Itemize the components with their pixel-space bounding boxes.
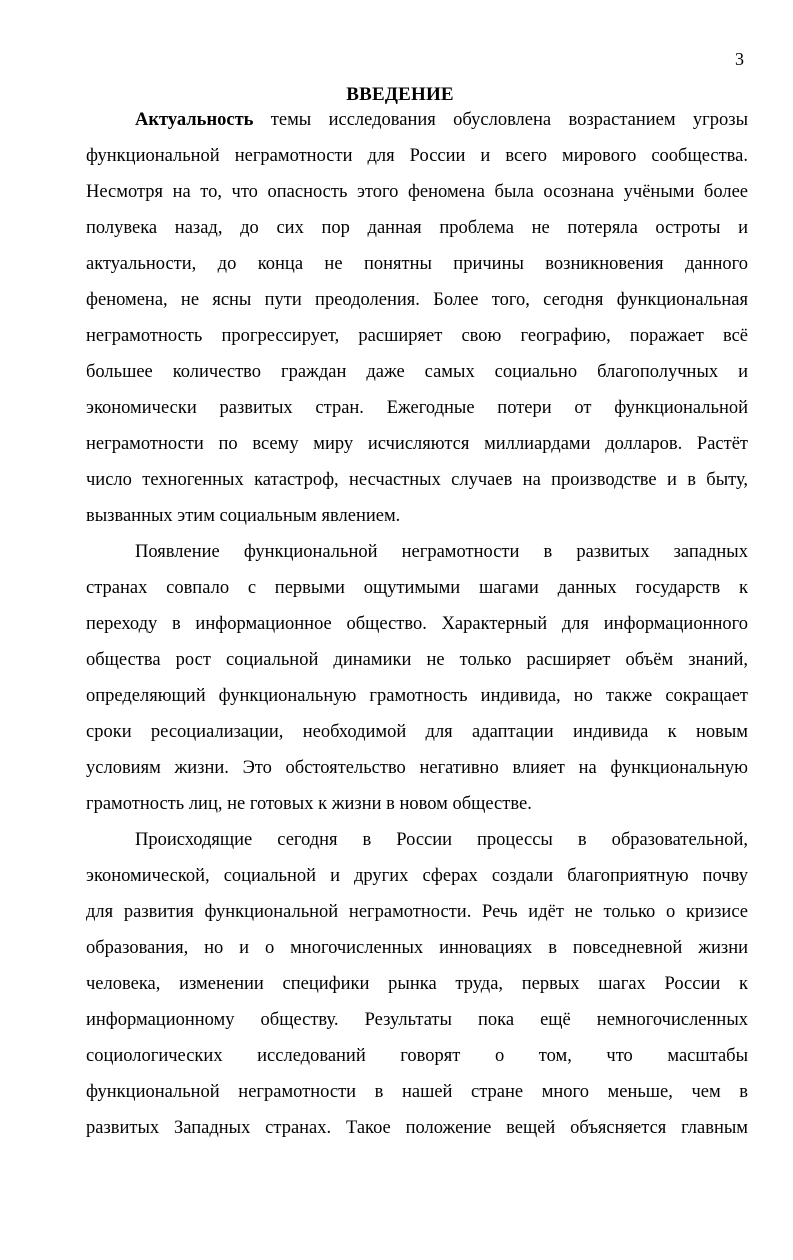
text-line [86,894,748,930]
text-line [86,102,748,138]
text-line [86,210,748,246]
emphasis-term: Актуальность [135,110,254,130]
line-text: экономически развитых стран. Ежегодные потери от функциональной [86,398,748,418]
text-line [86,750,748,786]
text-line [86,462,748,498]
line-text: образования, но и о многочисленных инновациях в повседневной жизни [86,938,748,958]
text-line [86,642,748,678]
paragraph [86,822,748,1146]
line-text: функциональной неграмотности для России и всего мирового сообщества. [86,146,748,166]
text-line [86,246,748,282]
line-text: информационному обществу. Результаты пока ещё немногочисленных [86,1010,748,1030]
line-text: неграмотность прогрессирует, расширяет свою географию, поражает всё [86,326,748,346]
text-line [86,390,748,426]
text-line [86,570,748,606]
line-text: определяющий функциональную грамотность индивида, но также сокращает [86,686,748,706]
text-line [86,786,748,822]
text-line [86,174,748,210]
line-text: Происходящие сегодня в России процессы в образовательной, [135,830,748,850]
body-text [86,102,748,1146]
text-line [86,966,748,1002]
text-line [86,354,748,390]
text-line [86,678,748,714]
line-text: вызванных этим социальным явлением. [86,506,401,526]
line-text: грамотность лиц, не готовых к жизни в новом обществе. [86,794,532,814]
line-text: функциональной неграмотности в нашей стране много меньше, чем в [86,1082,748,1102]
line-text: темы исследования обусловлена возрастанием угрозы [253,110,748,130]
line-text: общества рост социальной динамики не только расширяет объём знаний, [86,650,748,670]
text-line [86,534,748,570]
line-text: большее количество граждан даже самых социально благополучных и [86,362,748,382]
text-line [86,1038,748,1074]
text-line [86,606,748,642]
line-text: Несмотря на то, что опасность этого феномена была осознана учёными более [86,182,748,202]
line-text: экономической, социальной и других сферах создали благоприятную почву [86,866,748,886]
text-line [86,1002,748,1038]
paragraph [86,102,748,534]
line-text: переходу в информационное общество. Характерный для информационного [86,614,748,634]
line-text: полувека назад, до сих пор данная проблема не потеряла остроты и [86,218,748,238]
line-text: неграмотности по всему миру исчисляются миллиардами долларов. Растёт [86,434,748,454]
paragraph [86,534,748,822]
text-line [86,858,748,894]
line-text: для развития функциональной неграмотности. Речь идёт не только о кризисе [86,902,748,922]
page-number: 3 [735,49,744,69]
text-line [86,1110,748,1146]
text-line [86,930,748,966]
line-text: социологических исследований говорят о том, что масштабы [86,1046,748,1066]
line-text: развитых Западных странах. Такое положение вещей объясняется главным [86,1118,748,1138]
line-text: человека, изменении специфики рынка труда, первых шагах России к [86,974,748,994]
line-text: актуальности, до конца не понятны причины возникновения данного [86,254,748,274]
text-line [86,426,748,462]
line-text: сроки ресоциализации, необходимой для адаптации индивида к новым [86,722,748,742]
text-line [86,318,748,354]
line-text: Появление функциональной неграмотности в развитых западных [135,542,748,562]
text-line [86,714,748,750]
text-line [86,282,748,318]
text-line [86,822,748,858]
text-line [86,498,748,534]
text-line [86,1074,748,1110]
line-text: странах совпало с первыми ощутимыми шагами данных государств к [86,578,748,598]
text-line [86,138,748,174]
section-heading: ВВЕДЕНИЕ [346,84,454,105]
line-text: феномена, не ясны пути преодоления. Более того, сегодня функциональная [86,290,748,310]
line-text: число техногенных катастроф, несчастных случаев на производстве и в быту, [86,470,748,490]
line-text: условиям жизни. Это обстоятельство негативно влияет на функциональную [86,758,748,778]
